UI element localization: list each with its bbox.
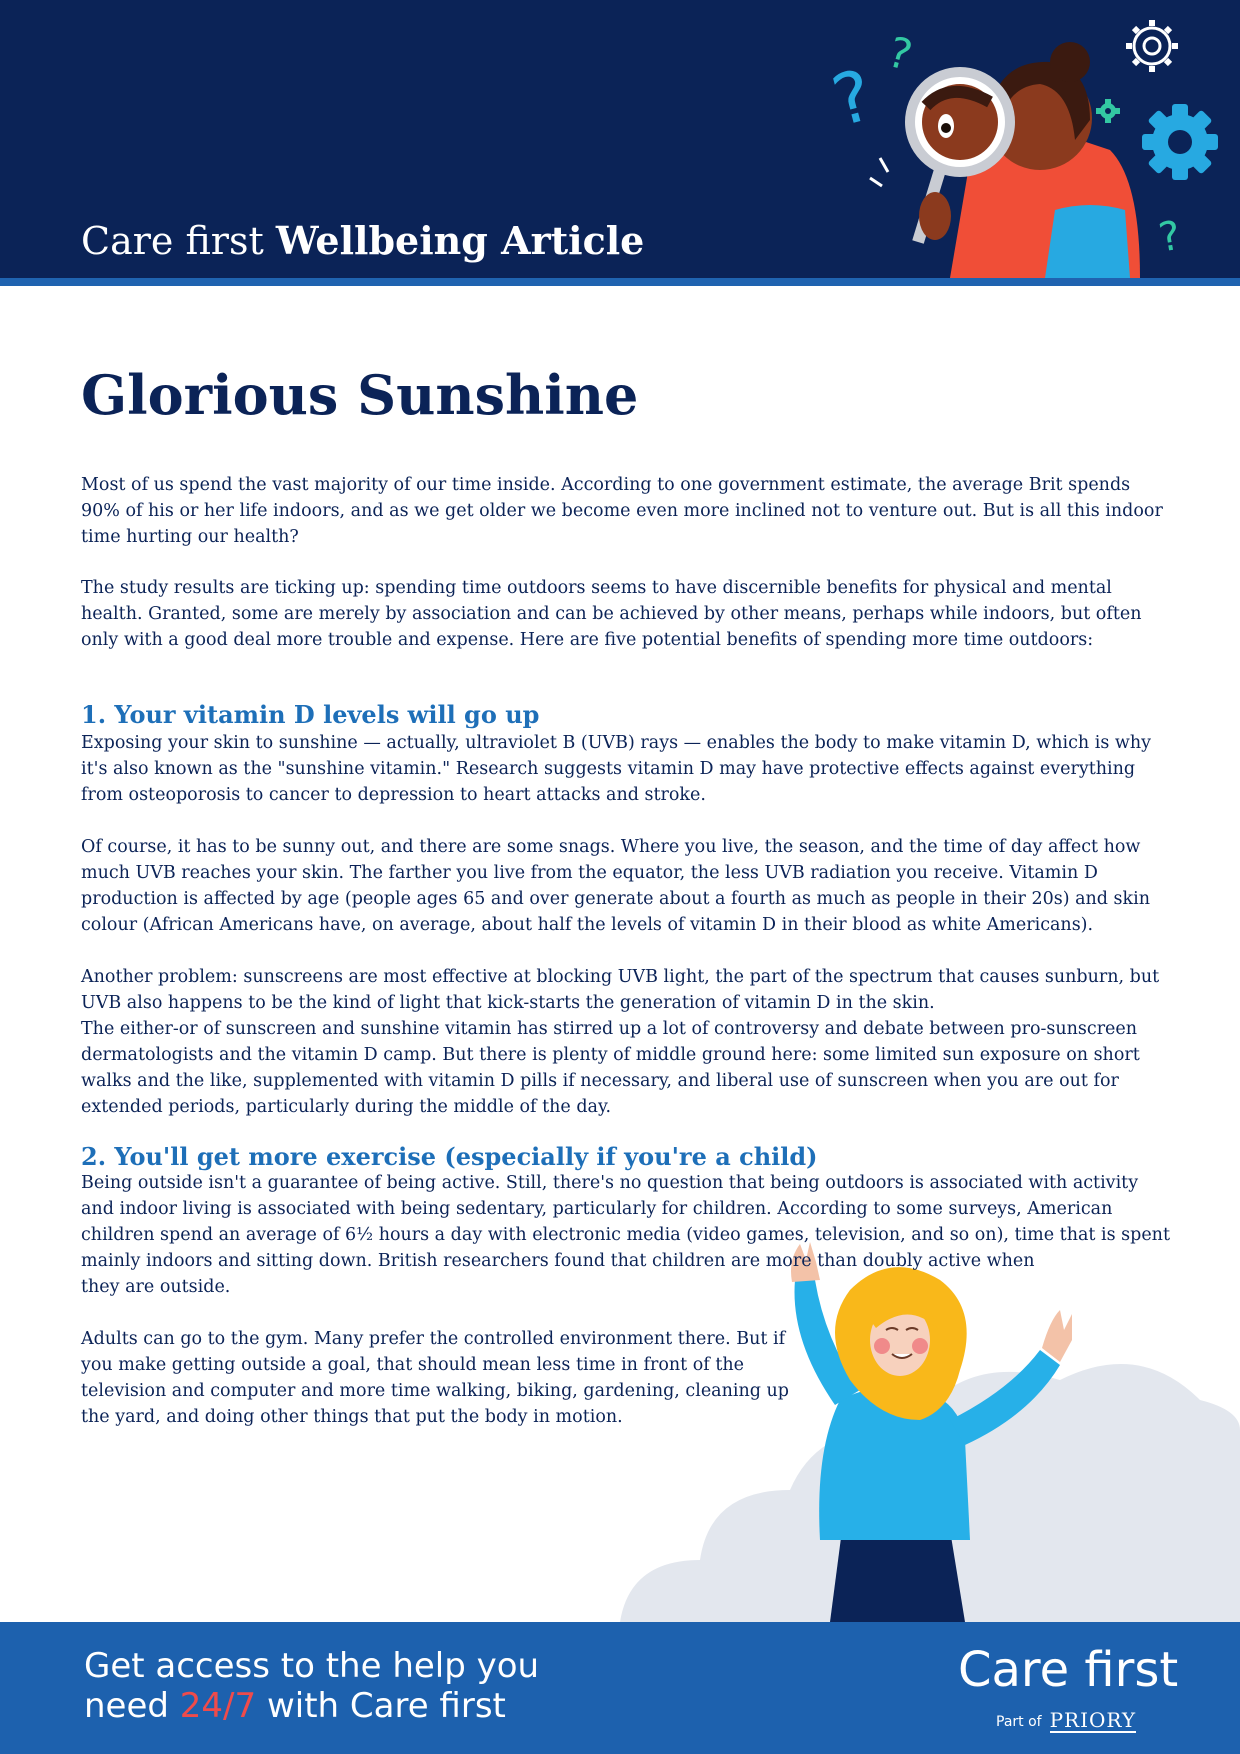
svg-text:?: ? — [823, 53, 882, 143]
section-1-paragraph-1: Exposing your skin to sunshine — actually, ultraviolet B (UVB) rays — enables the body to make vitamin D, which is why it's also known as the "sunshine vitamin." Research suggests vitamin D may have protective effects against everything from osteoporosis to cancer to depression to heart attacks and stroke. — [81, 733, 1152, 805]
magnifying-glass-person-illustration — [823, 10, 1240, 278]
section-1-paragraph-3a: Another problem: sunscreens are most effective at blocking UVB light, the part of the spectrum that causes sunburn, but UVB also happens to be the kind of light that kick-starts the generation of vitamin D in the skin. — [81, 967, 1160, 1013]
wellbeing-article-brand — [81, 218, 645, 263]
section-2-heading: 2. You'll get more exercise (especially if you're a child) — [81, 1142, 818, 1171]
priory-logo: PRIORY — [1049, 1708, 1137, 1732]
section-1-paragraph-2: Of course, it has to be sunny out, and there are some snags. Where you live, the season, and the time of day affect how much UVB reaches your skin. The farther you live from the equator, the less UVB radiation you receive. Vitamin D production is affected by age (people ages 65 and over generate about a fourth as much as people in their 20s) and skin colour (African Americans have, on average, about half the levels of vitamin D in their blood as white Americans). — [81, 837, 1151, 935]
footer-cta-line-2-pre: need — [84, 1686, 180, 1726]
section-2-paragraph-1 — [81, 1170, 1171, 1300]
part-of-priory — [996, 1710, 1136, 1733]
svg-text:?: ? — [1155, 212, 1185, 262]
section-2-paragraph-1a: Being outside isn't a guarantee of being active. Still, there's no question that being outdoors is associated with activity and indoor living is associated with being sedentary, particularly for children. According to some surveys, American children spend an average of 6½ hours a day with electronic media (video games, television, and so on), time that is spent mainly indoors and sitting down. British researchers found that children are more than doubly active when — [81, 1173, 1170, 1271]
section-2-paragraph-2: Adults can go to the gym. Many prefer the controlled environment there. But if you make getting outside a goal, that should mean less time in front of the television and computer and more time walking, biking, gardening, cleaning up the yard, and doing other things that put the body in motion. — [81, 1329, 789, 1427]
footer-cta-line-1: Get access to the help you — [84, 1646, 540, 1686]
header-banner — [0, 0, 1240, 278]
section-1-paragraph-3b: The either-or of sunscreen and sunshine vitamin has stirred up a lot of controversy and debate between pro-sunscreen dermatologists and the vitamin D camp. But there is plenty of middle ground here: some limited sun exposure on short walks and the like, supplemented with vitamin D pills if necessary, and liberal use of sunscreen when you are out for extended periods, particularly during the middle of the day. — [81, 1019, 1140, 1117]
brand-care-first: Care first — [81, 219, 264, 263]
brand-wellbeing-article: Wellbeing Article — [275, 218, 645, 263]
footer-cta — [84, 1646, 539, 1726]
care-first-logo: Care first — [958, 1642, 1179, 1698]
intro-paragraph-1: Most of us spend the vast majority of our time inside. According to one government estimate, the average Brit spends 90% of his or her life indoors, and as we get older we become even more inclined not to venture out. But is all this indoor time hurting our health? — [81, 475, 1163, 547]
header-stripe — [0, 278, 1240, 286]
section-1-paragraph-3 — [81, 964, 1171, 1120]
part-of-label: Part of — [996, 1713, 1042, 1730]
footer-cta-24-7: 24/7 — [179, 1686, 257, 1726]
intro-paragraph-2: The study results are ticking up: spending time outdoors seems to have discernible benefits for physical and mental health. Granted, some are merely by association and can be achieved by other means, perhaps while indoors, but often only with a good deal more trouble and expense. Here are five potential benefits of spending more time outdoors: — [81, 578, 1142, 650]
svg-text:?: ? — [883, 27, 918, 81]
article-title: Glorious Sunshine — [81, 363, 639, 427]
footer-cta-line-2-post: with Care first — [256, 1686, 506, 1726]
section-1-heading: 1. Your vitamin D levels will go up — [81, 700, 540, 729]
section-2-paragraph-1b: they are outside. — [81, 1277, 231, 1297]
